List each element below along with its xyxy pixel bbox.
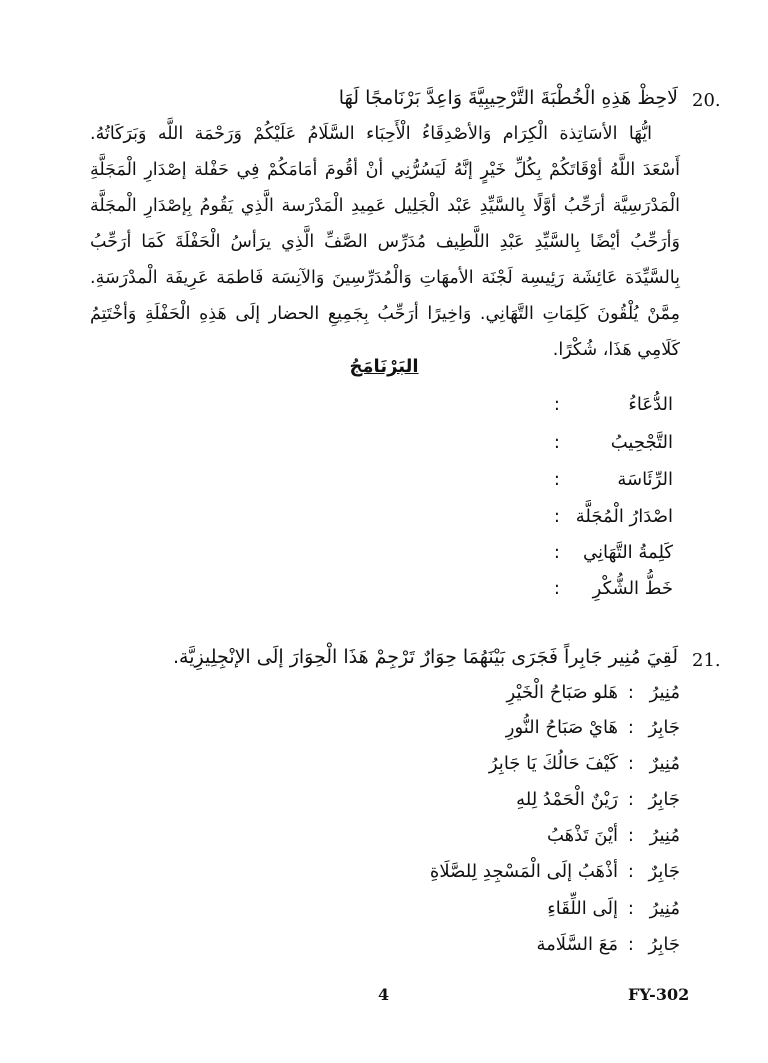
dialogue-colon: : — [627, 717, 634, 738]
speech-line: أَسْعَدَ اللَّهُ أوْقَاتَكُمْ بِكُلِّ خَيْرٍ إنَّهُ لَيَسُرُّنِي أنْ أقُومَ أمَامَكُمْ فِي حَفْلة إصْدَارِ الْمَجَلَّةِ — [90, 160, 680, 180]
dialogue-speaker: جَابِرُ — [648, 717, 680, 738]
speech-line: ايُّهَا الأسَاتِذة الْكِرَام وَالأصْدِقَاءُ الْأَحِبَاء السَّلَامُ عَلَيْكُمْ وَرَحْمَة اللَّه وَبَرَكَاتُهُ. — [90, 124, 652, 144]
dialogue-row — [280, 898, 680, 928]
welcome-speech — [90, 116, 680, 368]
dialogue-line: مَعَ السَّلَامة — [536, 934, 618, 955]
page-number: 4 — [378, 985, 390, 1004]
program-item — [373, 432, 673, 462]
paper-code: FY-302 — [628, 985, 690, 1004]
program-item-colon: : — [553, 432, 560, 453]
dialogue-line: كَيْفَ حَالُكَ يَا جَابِرُ — [488, 753, 618, 774]
dialogue-row — [280, 825, 680, 855]
speech-line: الْمَدْرَسِيَّة أرَحِّبُ أوَّلًا بِالسَّيِّدِ عَبْد الْجَلِيل عَمِيدِ الْمَدْرَسة الَّذِي يَقُومُ بِإصْدَارِ الْمجَلَّة — [90, 196, 680, 216]
dialogue-speaker: مُنِيرُ — [649, 682, 680, 703]
question-20-instruction: لَاحِظْ هَذِهِ الْخُطْبَةَ التَّرْحِيبِيَّةَ وَاعِدَّ بَرْنَامجًا لَهَا — [338, 87, 678, 109]
program-item-colon: : — [553, 394, 560, 415]
program-item-colon: : — [553, 506, 560, 527]
speech-line: وَأرَحِّبُ أيْضًا بِالسَّيِّدِ عَبْدِ اللَّطِيف مُدَرِّس الصَّفِّ الَّذِي يرَأسُ الْحَفْلَةَ كَمَا أرَحِّبُ — [90, 232, 680, 252]
dialogue-speaker: جَابِرٌ — [648, 861, 680, 882]
speech-line: بِالسَّيِّدَة عَائِشَة رَئِيسِة لَجْنَة الأمهَاتِ وَالْمُدَرِّسِينَ وَالآنِسَة فَاطمَة عَرِيفَة الْمدْرَسَةِ. — [90, 268, 680, 288]
program-item-label: التَّجْحِيبُ — [610, 432, 673, 453]
question-20-number: 20. — [692, 90, 721, 111]
speech-line: كَلَامِي هَذَا، شُكْرًا. — [552, 340, 680, 360]
dialogue-line: رَيْنٌ الْحَمْدُ لِلهِ — [516, 789, 618, 810]
program-item — [373, 542, 673, 572]
dialogue-row — [280, 753, 680, 783]
dialogue-speaker: مُنِيرُ — [649, 898, 680, 919]
program-item-colon: : — [553, 578, 560, 599]
program-item — [373, 578, 673, 608]
dialogue-colon: : — [627, 682, 634, 703]
program-item-label: كَلِمةُ التَّهَانِي — [582, 542, 673, 563]
dialogue-speaker: جَابِرُ — [648, 934, 680, 955]
dialogue-speaker: جَابِرُ — [648, 789, 680, 810]
dialogue-colon: : — [627, 753, 634, 774]
program-item-label: الدُّعَاءُ — [628, 394, 673, 415]
program-item — [373, 506, 673, 536]
dialogue-row — [280, 682, 680, 712]
program-item-colon: : — [553, 542, 560, 563]
dialogue-row — [280, 717, 680, 747]
dialogue-colon: : — [627, 898, 634, 919]
dialogue-row — [280, 934, 680, 964]
dialogue-row — [280, 789, 680, 819]
program-item — [373, 394, 673, 424]
dialogue-line: هَايْ صَبَاحُ النُّورِ — [505, 717, 618, 738]
dialogue-speaker: مُنِيرٌ — [649, 753, 680, 774]
dialogue-colon: : — [627, 861, 634, 882]
program-item-label: اصْدَارُ الْمُجَلَّة — [575, 506, 673, 527]
dialogue-speaker: مُنِيرُ — [649, 825, 680, 846]
dialogue-line: أيْنَ تَذْهَبُ — [546, 825, 618, 846]
dialogue-colon: : — [627, 789, 634, 810]
program-item — [373, 469, 673, 499]
program-item-label: خَطُّ الشُّكْرِ — [592, 578, 673, 599]
dialogue-colon: : — [627, 825, 634, 846]
program-title: البَرْنَامَجُ — [349, 356, 419, 377]
program-item-colon: : — [553, 469, 560, 490]
dialogue-line: إلَى اللِّقَاءِ — [547, 898, 618, 919]
program-item-label: الرِّئَاسَة — [617, 469, 673, 490]
question-21-instruction: لَقِيَ مُنِير جَابِراً فَجَرَى بَيْنَهُمَا حِوَارٌ تَرْجِمْ هَذَا الْحِوَارَ إلَى الإنْجِلِيزِيَّة. — [173, 646, 678, 668]
speech-line: مِمَّنْ يُلْقُونَ كَلِمَاتِ التَّهَانِي. وَاخِيرًا أرَحِّبُ بِجَمِيعِ الحضار إلَى هَذِهِ الْحَفْلَةِ وَأخْتَتِمُ — [90, 304, 680, 324]
dialogue-line: هَلو صَبَاحُ الْخَيْرِ — [506, 682, 618, 703]
dialogue-colon: : — [627, 934, 634, 955]
dialogue-line: أذْهَبُ إلَى الْمَسْجِدِ لِلصَّلَاةِ — [429, 861, 618, 882]
dialogue-row — [280, 861, 680, 891]
question-21-number: 21. — [692, 650, 721, 671]
